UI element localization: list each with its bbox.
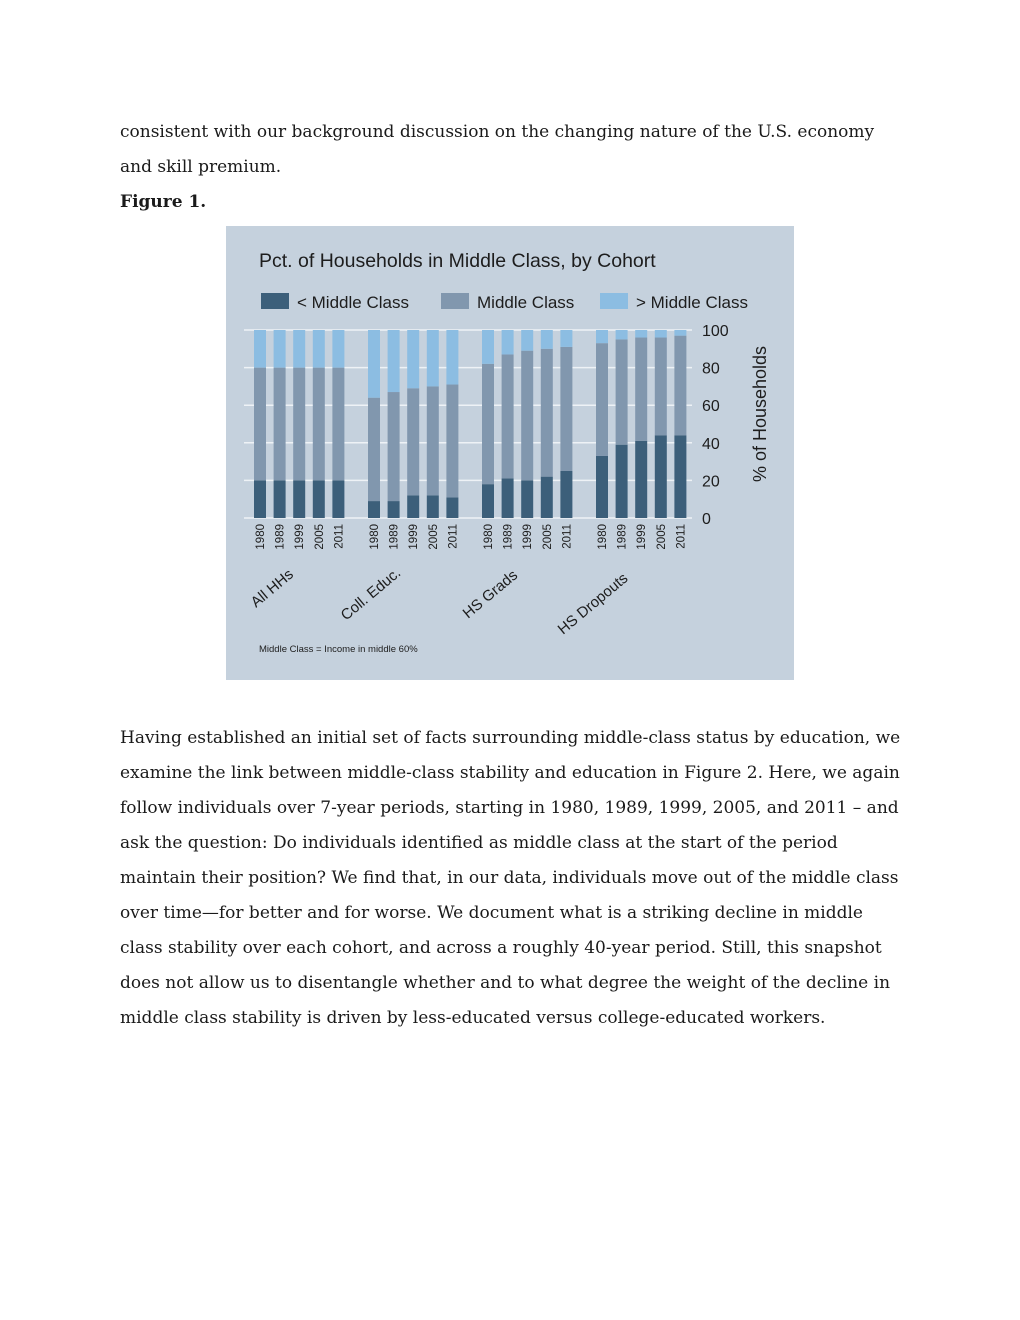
x-tick-year: 2005 xyxy=(313,524,326,550)
bar-coll-educ--1999-below xyxy=(407,495,419,518)
x-tick-year: 1980 xyxy=(483,524,495,550)
y-tick-80: 80 xyxy=(702,360,720,378)
bar-hs-dropouts-1989-above xyxy=(616,330,628,339)
bar-hs-grads-2005-below xyxy=(541,477,553,518)
x-axis-labels xyxy=(248,524,688,638)
bar-hs-dropouts-1989-below xyxy=(616,445,628,518)
bar-hs-dropouts-2005-below xyxy=(655,435,667,518)
bar-hs-dropouts-1999-above xyxy=(635,330,647,338)
x-tick-year: 2005 xyxy=(427,524,440,550)
bar-all-hhs-2011-above xyxy=(332,330,344,368)
bar-coll-educ--2011-above xyxy=(446,330,458,385)
chart-note: Middle Class = Income in middle 60% xyxy=(259,644,418,655)
bar-coll-educ--1989-middle xyxy=(388,392,400,501)
y-axis-ticks xyxy=(702,323,729,528)
bar-all-hhs-1989-below xyxy=(274,480,286,518)
x-tick-year: 1999 xyxy=(408,524,421,550)
bar-hs-dropouts-2011-middle xyxy=(674,336,686,436)
bar-coll-educ--2005-middle xyxy=(427,386,439,495)
y-tick-60: 60 xyxy=(702,398,720,416)
x-tick-year: 1989 xyxy=(388,524,401,550)
bar-all-hhs-1999-below xyxy=(293,480,305,518)
bar-coll-educ--1999-above xyxy=(407,330,419,388)
figure-label: Figure 1. xyxy=(120,192,207,212)
bar-hs-dropouts-2011-above xyxy=(674,330,686,336)
x-tick-year: 1999 xyxy=(636,524,649,550)
bar-hs-grads-2011-above xyxy=(560,330,572,347)
x-tick-year: 2011 xyxy=(333,524,346,549)
legend-swatch-below xyxy=(261,293,289,309)
bar-hs-grads-1980-above xyxy=(482,330,494,364)
bar-hs-grads-2005-above xyxy=(541,330,553,349)
legend-label-middle: Middle Class xyxy=(477,293,575,312)
bar-all-hhs-1999-middle xyxy=(293,368,305,481)
group-label: All HHs xyxy=(247,565,297,612)
bar-hs-grads-2011-below xyxy=(560,471,572,518)
group-label: HS Grads xyxy=(459,566,522,623)
x-tick-year: 2011 xyxy=(675,524,688,549)
bar-all-hhs-1989-above xyxy=(274,330,286,368)
bar-hs-dropouts-1999-below xyxy=(635,441,647,518)
x-tick-year: 1980 xyxy=(369,524,381,550)
figure-1-chart xyxy=(226,226,794,680)
x-tick-year: 1980 xyxy=(255,524,267,550)
chart-bars xyxy=(254,330,686,518)
y-tick-0: 0 xyxy=(702,511,711,528)
x-tick-year: 1999 xyxy=(522,524,535,550)
bar-hs-grads-1999-middle xyxy=(521,351,533,481)
bar-hs-grads-1999-below xyxy=(521,480,533,518)
y-tick-20: 20 xyxy=(702,473,720,491)
bar-hs-dropouts-1980-below xyxy=(596,456,608,518)
bar-coll-educ--1989-below xyxy=(388,501,400,518)
x-tick-year: 2011 xyxy=(561,524,574,549)
bar-all-hhs-1980-above xyxy=(254,330,266,368)
group-label: HS Dropouts xyxy=(554,569,632,639)
bar-hs-dropouts-2011-below xyxy=(674,435,686,518)
bar-hs-grads-1980-middle xyxy=(482,364,494,484)
bar-all-hhs-1980-below xyxy=(254,480,266,518)
y-axis-label: % of Households xyxy=(750,345,770,483)
legend-label-below: < Middle Class xyxy=(297,293,409,312)
bar-hs-dropouts-1980-middle xyxy=(596,343,608,456)
bar-hs-grads-1989-below xyxy=(502,479,514,518)
bar-all-hhs-1989-middle xyxy=(274,368,286,481)
bar-coll-educ--1980-above xyxy=(368,330,380,398)
x-tick-year: 2005 xyxy=(655,524,668,550)
bar-all-hhs-2011-below xyxy=(332,480,344,518)
y-tick-40: 40 xyxy=(702,435,720,453)
x-tick-year: 1989 xyxy=(274,524,287,550)
bar-coll-educ--2011-middle xyxy=(446,385,458,498)
bar-hs-grads-1989-above xyxy=(502,330,514,354)
x-tick-year: 1989 xyxy=(616,524,629,550)
bar-coll-educ--2011-below xyxy=(446,497,458,518)
bar-hs-grads-2005-middle xyxy=(541,349,553,477)
paragraph-2: Having established an initial set of facts surrounding middle-class status by education, we examine the link between middle-class stability and education in Figure 2. Here, we again follow individuals over 7-year periods, starting in 1980, 1989, 1999, 2005, and 2011 – and ask the question: Do individuals identified as middle class at the start of the period maintain their position? We find that, in our data, individuals move out of the middle class over time—for better and for worse. We document what is a striking decline in middle class stability over each cohort, and across a roughly 40-year period. Still, this snapshot does not allow us to disentangle whether and to what degree the weight of the decline in middle class stability is driven by less-educated versus college-educated workers. xyxy=(120,728,901,1028)
bar-all-hhs-2011-middle xyxy=(332,368,344,481)
bar-hs-dropouts-1999-middle xyxy=(635,338,647,441)
group-label: Coll. Educ. xyxy=(337,564,405,625)
chart-legend xyxy=(261,293,748,312)
x-tick-year: 1980 xyxy=(597,524,609,550)
x-tick-year: 2011 xyxy=(447,524,460,549)
bar-hs-dropouts-1980-above xyxy=(596,330,608,343)
bar-coll-educ--1980-middle xyxy=(368,398,380,501)
legend-swatch-above xyxy=(600,293,628,309)
x-tick-year: 1989 xyxy=(502,524,515,550)
bar-hs-grads-2011-middle xyxy=(560,347,572,471)
bar-all-hhs-2005-middle xyxy=(313,368,325,481)
bar-all-hhs-2005-below xyxy=(313,480,325,518)
bar-coll-educ--1980-below xyxy=(368,501,380,518)
paragraph-1: consistent with our background discussion on the changing nature of the U.S. economy and skill premium. xyxy=(120,122,875,177)
bar-hs-dropouts-2005-middle xyxy=(655,338,667,436)
bar-hs-grads-1980-below xyxy=(482,484,494,518)
chart-svg xyxy=(226,226,794,680)
legend-swatch-middle xyxy=(441,293,469,309)
bar-coll-educ--2005-below xyxy=(427,495,439,518)
bar-coll-educ--1999-middle xyxy=(407,388,419,495)
legend-label-above: > Middle Class xyxy=(636,293,748,312)
bar-hs-dropouts-1989-middle xyxy=(616,339,628,444)
bar-hs-dropouts-2005-above xyxy=(655,330,667,338)
chart-title: Pct. of Households in Middle Class, by Cohort xyxy=(259,250,656,272)
bar-all-hhs-1999-above xyxy=(293,330,305,368)
bar-all-hhs-2005-above xyxy=(313,330,325,368)
x-tick-year: 1999 xyxy=(294,524,307,550)
bar-all-hhs-1980-middle xyxy=(254,368,266,481)
bar-hs-grads-1999-above xyxy=(521,330,533,351)
bar-coll-educ--1989-above xyxy=(388,330,400,392)
x-tick-year: 2005 xyxy=(541,524,554,550)
y-tick-100: 100 xyxy=(702,323,729,340)
bar-hs-grads-1989-middle xyxy=(502,354,514,478)
bar-coll-educ--2005-above xyxy=(427,330,439,386)
